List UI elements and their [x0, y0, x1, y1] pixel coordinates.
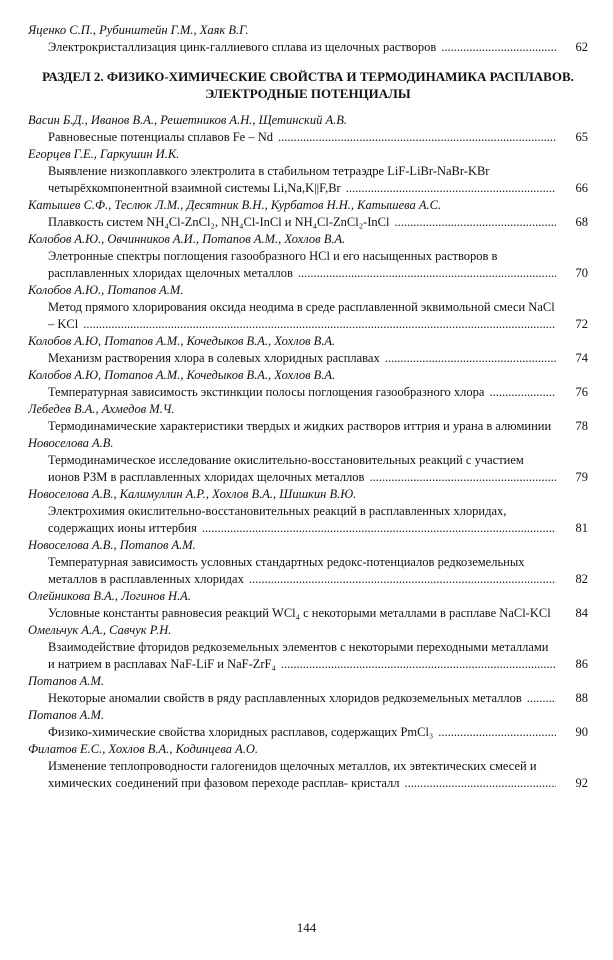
entry-title: Физико-химические свойства хлоридных расплавов, содержащих PmCl₃	[48, 725, 434, 739]
toc-entry	[28, 112, 588, 146]
entry-title-wrap	[48, 503, 556, 537]
entry-page-number: 74	[560, 350, 588, 367]
entry-title-wrap	[48, 384, 556, 401]
entry-title-wrap	[48, 299, 556, 333]
entry-authors: Колобов А.Ю, Потапов А.М., Кочедыков В.А., Хохлов В.А.	[28, 368, 336, 382]
entry-page-number: 79	[560, 469, 588, 486]
entry-line	[28, 214, 588, 231]
entry-page-number: 72	[560, 316, 588, 333]
toc-entry	[28, 622, 588, 673]
toc-entries	[28, 112, 588, 792]
entry-page-number: 90	[560, 724, 588, 741]
entry-authors: Лебедев В.А., Ахмедов М.Ч.	[28, 402, 175, 416]
entry-title: Взаимодействие фторидов редкоземельных элементов с некоторыми переходными металлами и натрием в расплавах NaF-LiF и NaF-ZrF₄	[48, 640, 549, 671]
entry-authors: Катышев С.Ф., Теслюк Л.М., Десятник В.Н., Курбатов Н.Н., Катышева А.С.	[28, 198, 442, 212]
entry-line	[28, 39, 588, 56]
entry-title-wrap	[48, 690, 556, 707]
entry-line	[28, 384, 588, 401]
entry-page-number: 65	[560, 129, 588, 146]
entry-authors: Новоселова А.В.	[28, 436, 114, 450]
entry-page-number: 81	[560, 520, 588, 537]
entry-title-wrap	[48, 129, 556, 146]
entry-line	[28, 758, 588, 792]
entry-authors: Омельчук А.А., Савчук Р.Н.	[28, 623, 172, 637]
entry-line	[28, 503, 588, 537]
toc-entry	[28, 367, 588, 401]
entry-title: Условные константы равновесия реакций WCl₄ с некоторыми металлами в расплаве NaCl-KCl	[48, 606, 551, 620]
entry-title-wrap	[48, 163, 556, 197]
entry-authors: Новоселова А.В., Калимуллин А.Р., Хохлов В.А., Шишкин В.Ю.	[28, 487, 357, 501]
entry-authors: Егорцев Г.Е., Гаркушин И.К.	[28, 147, 180, 161]
entry-page-number: 84	[560, 605, 588, 622]
entry-line	[28, 690, 588, 707]
toc-entry	[28, 333, 588, 367]
entry-authors: Яценко С.П., Рубинштейн Г.М., Хаяк В.Г.	[28, 23, 249, 37]
entry-title-wrap	[48, 248, 556, 282]
entry-line	[28, 452, 588, 486]
page-number-footer: 144	[296, 920, 317, 935]
entry-title-wrap	[48, 639, 556, 673]
entry-authors: Олейникова В.А., Логинов Н.А.	[28, 589, 191, 603]
entry-title-wrap	[48, 452, 556, 486]
entry-authors: Потапов А.М.	[28, 708, 105, 722]
entry-page-number: 76	[560, 384, 588, 401]
entry-title-wrap	[48, 605, 556, 622]
entry-authors: Колобов А.Ю, Потапов А.М., Кочедыков В.А., Хохлов В.А.	[28, 334, 336, 348]
entry-line	[28, 418, 588, 435]
toc-entry	[28, 435, 588, 486]
toc-entry	[28, 282, 588, 333]
entry-line	[28, 248, 588, 282]
entry-title: Механизм растворения хлора в солевых хлоридных расплавах	[48, 351, 380, 365]
entry-title: Метод прямого хлорирования оксида неодима в среде расплавленной эквимольной смеси NaCl – KCl	[48, 300, 555, 331]
entry-title: Элетронные спектры поглощения газообразного HCl и его насыщенных растворов в расплавленных хлоридах щелочных металлов	[48, 249, 498, 280]
table-of-contents	[28, 22, 588, 792]
entry-page-number: 70	[560, 265, 588, 282]
toc-entry	[28, 741, 588, 792]
toc-entry	[28, 537, 588, 588]
entry-page-number: 88	[560, 690, 588, 707]
entry-page-number: 68	[560, 214, 588, 231]
entry-line	[28, 129, 588, 146]
entry-page-number: 66	[560, 180, 588, 197]
section-heading: РАЗДЕЛ 2. ФИЗИКО-ХИМИЧЕСКИЕ СВОЙСТВА И ТЕРМОДИНАМИКА РАСПЛАВОВ. ЭЛЕКТРОДНЫЕ ПОТЕНЦИАЛЫ	[42, 69, 574, 101]
entry-line	[28, 350, 588, 367]
entry-page-number: 78	[560, 418, 588, 435]
entry-title: Электрохимия окислительно-восстановительных реакций в расплавленных хлоридах, содержащих ионы иттербия	[48, 504, 507, 535]
entry-title: Температурная зависимость экстинкции полосы поглощения газообразного хлора	[48, 385, 485, 399]
entry-title-wrap	[48, 724, 556, 741]
entry-line	[28, 605, 588, 622]
entry-title: Плавкость систем NH₄Cl-ZnCl₂, NH₄Cl-InCl и NH₄Cl-ZnCl₂-InCl	[48, 215, 390, 229]
toc-entry	[28, 673, 588, 707]
entry-title: Изменение теплопроводности галогенидов щелочных металлов, их эвтектических смесей и химических соединений при фазовом переходе расплав- кристалл	[48, 759, 537, 790]
entry-line	[28, 299, 588, 333]
toc-entry	[28, 401, 588, 435]
entry-authors: Колобов А.Ю., Потапов А.М.	[28, 283, 184, 297]
entry-page-number: 86	[560, 656, 588, 673]
entry-title-wrap	[48, 418, 556, 435]
toc-entry	[28, 231, 588, 282]
entry-title-wrap	[48, 758, 556, 792]
entry-authors: Васин Б.Д., Иванов В.А., Решетников А.Н., Щетинский А.В.	[28, 113, 348, 127]
entry-title: Электрокристаллизация цинк-галлиевого сплава из щелочных растворов	[48, 40, 437, 54]
entry-line	[28, 163, 588, 197]
entry-title: Термодинамическое исследование окислительно-восстановительных реакций с участием ионов РЗМ в расплавленных хлоридах щелочных металлов	[48, 453, 524, 484]
toc-entry	[28, 486, 588, 537]
entry-title-wrap	[48, 214, 556, 231]
entry-line	[28, 724, 588, 741]
entry-title-wrap	[48, 39, 556, 56]
entry-title: Некоторые аномалии свойств в ряду расплавленных хлоридов редкоземельных металлов	[48, 691, 522, 705]
entry-page-number: 92	[560, 775, 588, 792]
entry-authors: Потапов А.М.	[28, 674, 105, 688]
toc-entry	[28, 588, 588, 622]
entry-title: Выявление низкоплавкого электролита в стабильном тетраэдре LiF-LiBr-NaBr-KBr четырёхкомпонентной взаимной системы Li,Na,K||F,Br	[48, 164, 490, 195]
toc-entry	[28, 707, 588, 741]
entry-page-number: 62	[560, 39, 588, 56]
entry-title: Термодинамические характеристики твердых и жидких растворов иттрия и урана в алюминии	[48, 419, 552, 433]
toc-entry	[28, 22, 588, 56]
entry-page-number: 82	[560, 571, 588, 588]
entry-title: Равновесные потенциалы сплавов Fe – Nd	[48, 130, 274, 144]
entry-title-wrap	[48, 554, 556, 588]
entry-line	[28, 639, 588, 673]
entry-title-wrap	[48, 350, 556, 367]
entry-authors: Новоселова А.В., Потапов А.М.	[28, 538, 196, 552]
entry-line	[28, 554, 588, 588]
entry-authors: Филатов Е.С., Хохлов В.А., Кодинцева А.О.	[28, 742, 258, 756]
toc-entry	[28, 146, 588, 197]
entry-title: Температурная зависимость условных стандартных редокс-потенциалов редкоземельных металлов в расплавленных хлоридах	[48, 555, 525, 586]
toc-entry	[28, 197, 588, 231]
entry-authors: Колобов А.Ю., Овчинников А.И., Потапов А.М., Хохлов В.А.	[28, 232, 346, 246]
